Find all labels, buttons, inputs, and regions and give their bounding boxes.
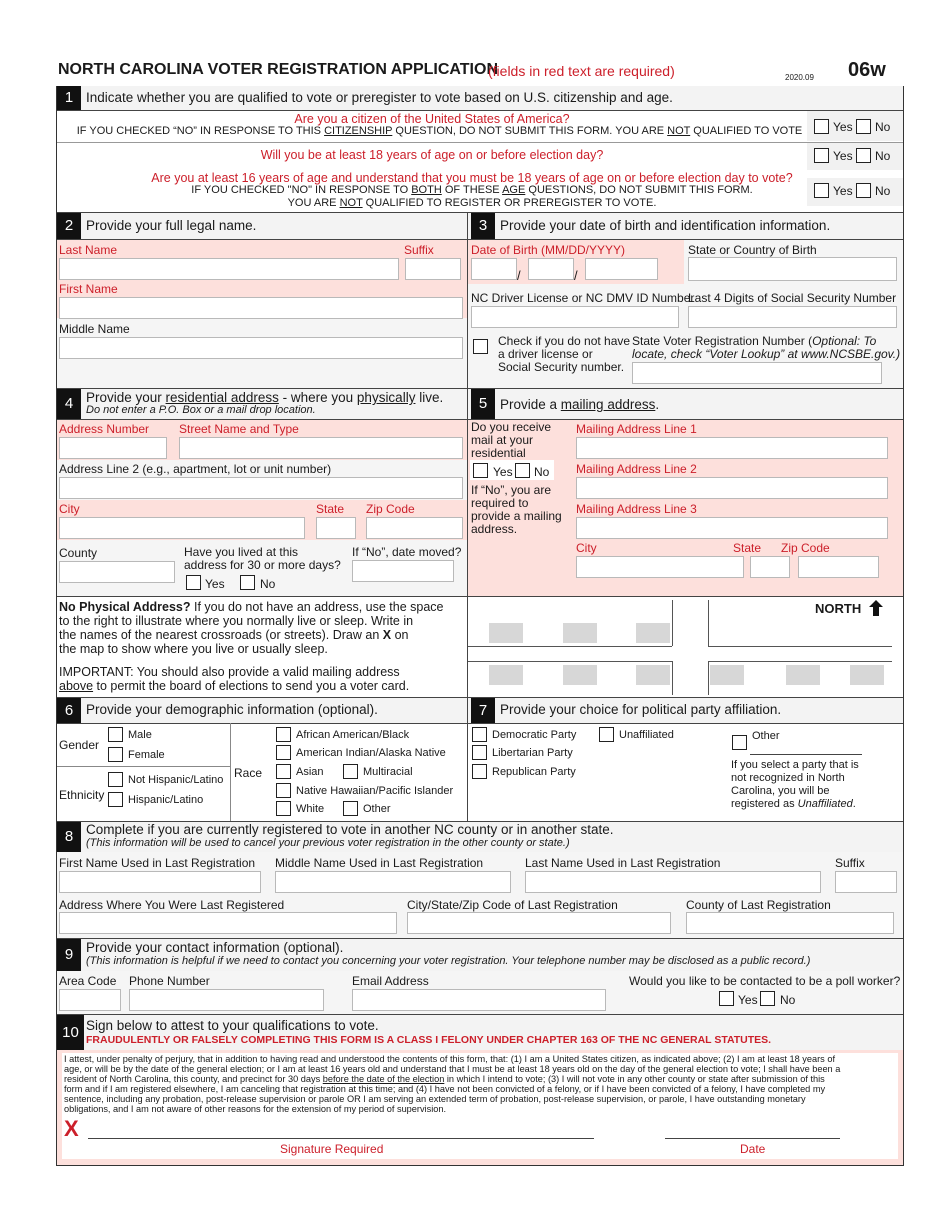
- section-6-heading: Provide your demographic information (optional).: [86, 702, 378, 717]
- date-label: Date: [740, 1142, 766, 1156]
- section-4-number: 4: [57, 389, 81, 419]
- dob-label: Date of Birth (MM/DD/YYYY): [471, 243, 626, 257]
- male-label: Male: [128, 729, 152, 741]
- age18-yes-checkbox[interactable]: [814, 148, 829, 163]
- mail-line2-field[interactable]: [576, 477, 888, 499]
- hispanic-checkbox[interactable]: [108, 792, 123, 807]
- party-libertarian-checkbox[interactable]: [472, 745, 487, 760]
- no-address-text-4: the map to show where you live or usually sleep.: [59, 642, 328, 656]
- section-8-number: 8: [57, 822, 81, 852]
- mail-zip-field[interactable]: [798, 556, 879, 578]
- race-pacific-islander-checkbox[interactable]: [276, 783, 291, 798]
- section-7-number: 7: [471, 698, 495, 723]
- prev-middle-field[interactable]: [275, 871, 511, 893]
- form-title: NORTH CAROLINA VOTER REGISTRATION APPLICATION: [58, 61, 498, 78]
- female-label: Female: [128, 749, 165, 761]
- section-10-heading: Sign below to attest to your qualifications to vote.: [86, 1018, 379, 1033]
- mail-note-3: provide a mailing: [471, 509, 562, 523]
- section-2-heading: Provide your full legal name.: [86, 218, 257, 233]
- section-4-subheading: Do not enter a P.O. Box or a mail drop location.: [86, 404, 316, 416]
- no-address-text-2: to the right to illustrate where you normally live or sleep. Write in: [59, 614, 414, 628]
- citizen-yes-checkbox[interactable]: [814, 119, 829, 134]
- citizen-no-label: No: [875, 120, 891, 134]
- age-warning-1: IF YOU CHECKED "NO" IN RESPONSE TO BOTH OF THESE AGE QUESTIONS, DO NOT SUBMIT THIS FORM.: [191, 184, 753, 196]
- mail-city-field[interactable]: [576, 556, 744, 578]
- dl-label: NC Driver License or NC DMV ID Number: [471, 291, 695, 305]
- middle-name-field[interactable]: [59, 337, 463, 359]
- mail-no-checkbox[interactable]: [515, 463, 530, 478]
- section-9-heading: Provide your contact information (optional).: [86, 940, 344, 955]
- middle-name-label: Middle Name: [59, 322, 130, 336]
- prev-address-label: Address Where You Were Last Registered: [59, 898, 285, 912]
- last-name-field[interactable]: [59, 258, 399, 280]
- phone-field[interactable]: [129, 989, 324, 1011]
- age16-no-label: No: [875, 184, 891, 198]
- age18-question: Will you be at least 18 years of age on or before election day?: [260, 148, 604, 162]
- area-code-label: Area Code: [59, 974, 117, 988]
- area-code-field[interactable]: [59, 989, 121, 1011]
- dl-field[interactable]: [471, 306, 679, 328]
- prev-first-label: First Name Used in Last Registration: [59, 856, 256, 870]
- race-white-checkbox[interactable]: [276, 801, 291, 816]
- prev-suffix-label: Suffix: [835, 856, 865, 870]
- mail-line2-label: Mailing Address Line 2: [576, 462, 697, 476]
- felony-warning: FRAUDULENTLY OR FALSELY COMPLETING THIS FORM IS A CLASS I FELONY UNDER CHAPTER 163 OF THE NC GENERAL STATUTES.: [86, 1034, 772, 1046]
- attestation-line-6: obligations, and I am not aware of other reasons for the extension of my period of supervision.: [64, 1104, 447, 1114]
- res-state-field[interactable]: [316, 517, 356, 539]
- age16-yes-checkbox[interactable]: [814, 183, 829, 198]
- suffix-field[interactable]: [405, 258, 461, 280]
- birth-state-label: State or Country of Birth: [688, 243, 817, 257]
- ssn-label: Last 4 Digits of Social Security Number: [688, 291, 897, 305]
- important-text-1: IMPORTANT: You should also provide a valid mailing address: [59, 665, 400, 679]
- age16-yes-label: Yes: [833, 184, 853, 198]
- no-id-checkbox[interactable]: [473, 339, 488, 354]
- section-6-number: 6: [57, 698, 81, 723]
- county-field[interactable]: [59, 561, 175, 583]
- section-8-heading: Complete if you are currently registered to vote in another NC county or in another state.: [86, 822, 614, 837]
- voter-reg-number-label: State Voter Registration Number (Optional: To: [632, 334, 877, 348]
- age16-no-checkbox[interactable]: [856, 183, 871, 198]
- no-id-label-1: Check if you do not have: [498, 334, 631, 348]
- not-hispanic-checkbox[interactable]: [108, 772, 123, 787]
- date-moved-label: If “No”, date moved?: [352, 545, 462, 559]
- attestation-line-3: resident of North Carolina, this county, and precinct for 30 days before the date of the election in which I intend to vote; (3) I will not vote in any other county or state after submission of this: [64, 1074, 825, 1084]
- gender-label: Gender: [59, 738, 100, 752]
- dob-year-field[interactable]: [585, 258, 658, 280]
- voter-reg-number-field[interactable]: [632, 362, 882, 384]
- section-8-subheading: (This information will be used to cancel your previous voter registration in the other county or state.): [86, 837, 570, 849]
- poll-worker-no-checkbox[interactable]: [760, 991, 775, 1006]
- form-code: 06w: [848, 59, 886, 81]
- res-city-label: City: [59, 502, 80, 516]
- age18-yes-label: Yes: [833, 149, 853, 163]
- birth-state-field[interactable]: [688, 257, 897, 281]
- party-unaffiliated-checkbox[interactable]: [599, 727, 614, 742]
- date-line[interactable]: [665, 1138, 840, 1139]
- party-note-4: registered as Unaffiliated.: [731, 798, 856, 810]
- signature-line[interactable]: [88, 1138, 594, 1139]
- dob-month-field[interactable]: [471, 258, 517, 280]
- lived-30-no-checkbox[interactable]: [240, 575, 255, 590]
- address-line2-label: Address Line 2 (e.g., apartment, lot or unit number): [59, 462, 332, 476]
- first-name-label: First Name: [59, 282, 118, 296]
- important-text-2: above to permit the board of elections to send you a voter card.: [59, 679, 410, 693]
- race-other-checkbox[interactable]: [343, 801, 358, 816]
- form-version: 2020.09: [785, 73, 814, 82]
- prev-county-field[interactable]: [686, 912, 894, 934]
- section-3-heading: Provide your date of birth and identification information.: [500, 218, 831, 233]
- no-id-label-2: a driver license or: [498, 347, 593, 361]
- race-black-checkbox[interactable]: [276, 727, 291, 742]
- prev-csz-field[interactable]: [407, 912, 671, 934]
- email-field[interactable]: [352, 989, 606, 1011]
- mail-question-3: residential: [471, 446, 526, 460]
- section-10-number: 10: [57, 1015, 84, 1050]
- section-7-heading: Provide your choice for political party affiliation.: [500, 702, 782, 717]
- age18-no-label: No: [875, 149, 891, 163]
- citizen-no-checkbox[interactable]: [856, 119, 871, 134]
- age16-question: Are you at least 16 years of age and understand that you must be 18 years of age on or before election day to vote?: [151, 171, 793, 185]
- mail-zip-label: Zip Code: [781, 541, 830, 555]
- male-checkbox[interactable]: [108, 727, 123, 742]
- mail-question-2: mail at your: [471, 433, 534, 447]
- section-2-number: 2: [57, 213, 81, 239]
- party-other-checkbox[interactable]: [732, 735, 747, 750]
- lived-30-yes-checkbox[interactable]: [186, 575, 201, 590]
- mail-note-2: required to: [471, 496, 529, 510]
- citizen-question: Are you a citizen of the United States of America?: [294, 112, 570, 126]
- race-label: Race: [234, 766, 263, 780]
- race-native-american-checkbox[interactable]: [276, 745, 291, 760]
- address-number-field[interactable]: [59, 437, 167, 459]
- prev-middle-label: Middle Name Used in Last Registration: [275, 856, 484, 870]
- ethnicity-label: Ethnicity: [59, 788, 105, 802]
- attestation-line-2: age, or will be by the date of the general election; or I am at least 16 years old and understand that I must be at least 18 years old on the day of the general election to vote; I shall have been a: [64, 1064, 841, 1074]
- prev-county-label: County of Last Registration: [686, 898, 831, 912]
- dob-day-field[interactable]: [528, 258, 574, 280]
- section-4-heading: Provide your residential address - where you physically live.: [86, 390, 444, 405]
- suffix-label: Suffix: [404, 243, 434, 257]
- race-multiracial-checkbox[interactable]: [343, 764, 358, 779]
- attestation-line-5: sentence, including any probation, post-release supervision or parole OR I am serving an extended term of probation, post-release supervision, or parole, I have outstanding monetary: [64, 1094, 806, 1104]
- street-name-field[interactable]: [179, 437, 463, 459]
- section-5-heading: Provide a mailing address.: [500, 397, 660, 412]
- prev-last-label: Last Name Used in Last Registration: [525, 856, 721, 870]
- res-state-label: State: [316, 502, 345, 516]
- mail-note-4: address.: [471, 522, 518, 536]
- citizen-warning: IF YOU CHECKED “NO” IN RESPONSE TO THIS CITIZENSHIP QUESTION, DO NOT SUBMIT THIS FORM. YOU ARE NOT QUALIFIED TO VOTE: [76, 125, 803, 137]
- voter-reg-number-hint: locate, check “Voter Lookup” at www.NCSBE.gov.): [632, 347, 901, 361]
- female-checkbox[interactable]: [108, 747, 123, 762]
- prev-first-field[interactable]: [59, 871, 261, 893]
- section-9-subheading: (This information is helpful if we need to contact you concerning your voter registration. Your telephone number may be disclosed as a public record.): [86, 955, 811, 967]
- first-name-field[interactable]: [59, 297, 463, 319]
- north-arrow-icon: [869, 600, 883, 616]
- age18-no-checkbox[interactable]: [856, 148, 871, 163]
- mail-state-field[interactable]: [750, 556, 790, 578]
- signature-x-mark: X: [64, 1116, 79, 1141]
- section-5-number: 5: [471, 389, 495, 419]
- poll-worker-yes-checkbox[interactable]: [719, 991, 734, 1006]
- date-moved-field[interactable]: [352, 560, 454, 582]
- party-other-line[interactable]: [750, 754, 862, 755]
- last-name-label: Last Name: [59, 243, 118, 257]
- address-number-label: Address Number: [59, 422, 150, 436]
- section-1-number: 1: [57, 86, 81, 110]
- attestation-line-4: form and if I am registered elsewhere, I am canceling that registration at this time; and (4) I have not been convicted of a felony, or if I have been convicted of a felony, I have completed my: [64, 1084, 826, 1094]
- race-asian-checkbox[interactable]: [276, 764, 291, 779]
- prev-suffix-field[interactable]: [835, 871, 897, 893]
- hispanic-label: Hispanic/Latino: [128, 794, 204, 806]
- res-zip-field[interactable]: [366, 517, 463, 539]
- mail-line3-label: Mailing Address Line 3: [576, 502, 697, 516]
- mail-city-label: City: [576, 541, 597, 555]
- mail-line3-field[interactable]: [576, 517, 888, 539]
- phone-label: Phone Number: [129, 974, 210, 988]
- prev-address-field[interactable]: [59, 912, 397, 934]
- section-1-heading: Indicate whether you are qualified to vote or preregister to vote based on U.S. citizenship and age.: [86, 90, 673, 105]
- no-id-label-3: Social Security number.: [498, 360, 625, 374]
- res-zip-label: Zip Code: [366, 502, 415, 516]
- prev-last-field[interactable]: [525, 871, 821, 893]
- party-republican-checkbox[interactable]: [472, 764, 487, 779]
- mail-line1-field[interactable]: [576, 437, 888, 459]
- required-note: (fields in red text are required): [488, 63, 675, 79]
- county-label: County: [59, 546, 98, 560]
- street-name-label: Street Name and Type: [179, 422, 299, 436]
- party-democratic-checkbox[interactable]: [472, 727, 487, 742]
- mail-yes-checkbox[interactable]: [473, 463, 488, 478]
- ssn-field[interactable]: [688, 306, 897, 328]
- mail-line1-label: Mailing Address Line 1: [576, 422, 697, 436]
- north-label: NORTH: [815, 601, 862, 616]
- lived-30-label-2: address for 30 or more days?: [184, 558, 341, 572]
- signature-label: Signature Required: [280, 1142, 384, 1156]
- attestation-line-1: I attest, under penalty of perjury, that in addition to having read and understood the contents of this form, that: (1) I am a United States citizen, as indicated above; (2) I am at least 18 years of: [64, 1054, 835, 1064]
- no-address-text-1: No Physical Address? If you do not have an address, use the space: [59, 600, 444, 614]
- age-warning-2: YOU ARE NOT QUALIFIED TO REGISTER OR PREREGISTER TO VOTE.: [287, 197, 657, 209]
- mail-question-1: Do you receive: [471, 420, 552, 434]
- res-city-field[interactable]: [59, 517, 305, 539]
- mail-note-1: If “No”, you are: [471, 483, 552, 497]
- citizen-yes-label: Yes: [833, 120, 853, 134]
- lived-30-label-1: Have you lived at this: [184, 545, 299, 559]
- section-3-number: 3: [471, 213, 495, 239]
- section-9-number: 9: [57, 939, 81, 971]
- no-address-text-3: the names of the nearest crossroads (or streets). Draw an X on: [59, 628, 409, 642]
- mail-state-label: State: [733, 541, 762, 555]
- poll-worker-question: Would you like to be contacted to be a poll worker?: [629, 974, 901, 988]
- not-hispanic-label: Not Hispanic/Latino: [128, 774, 224, 786]
- address-line2-field[interactable]: [59, 477, 463, 499]
- prev-csz-label: City/State/Zip Code of Last Registration: [407, 898, 618, 912]
- email-label: Email Address: [352, 974, 429, 988]
